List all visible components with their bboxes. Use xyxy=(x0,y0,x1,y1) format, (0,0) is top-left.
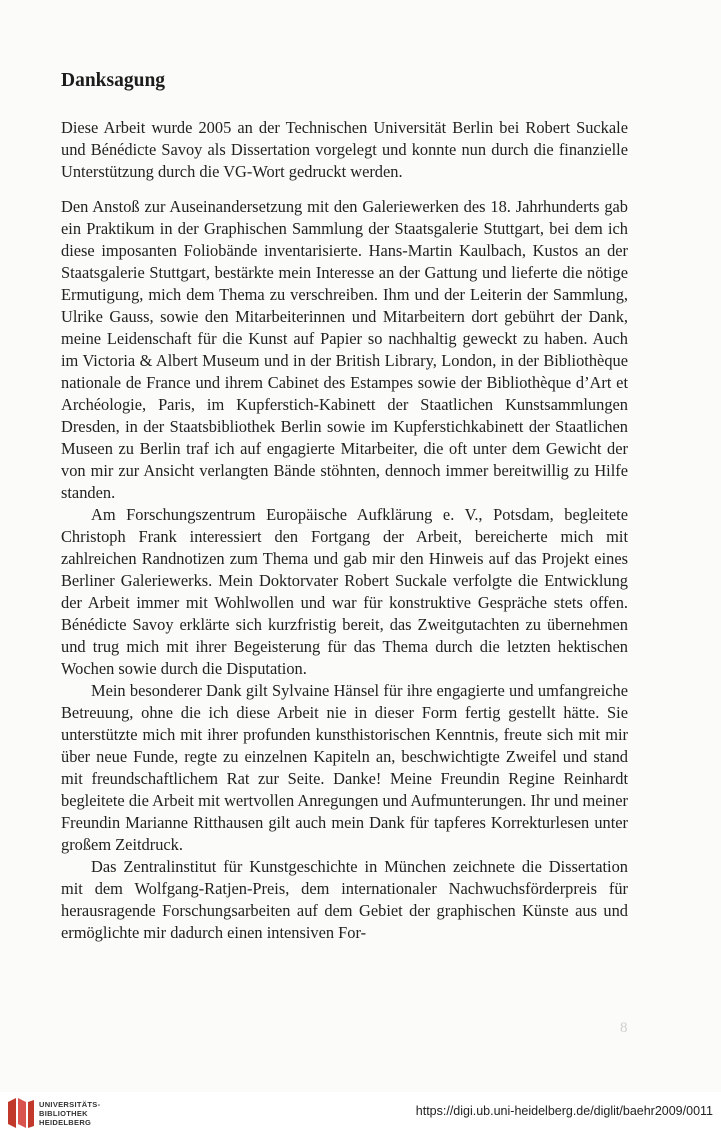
library-logo[interactable] xyxy=(8,1098,100,1128)
logo-line-3: HEIDELBERG xyxy=(39,1117,92,1127)
viewer-footer xyxy=(0,1092,721,1145)
page-title: Danksagung xyxy=(61,70,166,91)
paragraph-1: Diese Arbeit wurde 2005 an der Technischen Universität Berlin bei Robert Suckale und Bénédicte Savoy als Dissertation vorgelegt und konnte nun durch die finanzielle Unterstützung durch die VG-Wort gedruckt werden. xyxy=(61,118,628,181)
logo-line-1: UNIVERSITÄTS- xyxy=(39,1099,101,1109)
permalink-url[interactable]: https://digi.ub.uni-heidelberg.de/diglit/baehr2009/0011 xyxy=(415,1104,713,1118)
library-logo-text xyxy=(39,1100,100,1127)
logo-line-2: BIBLIOTHEK xyxy=(39,1108,88,1118)
paragraph-4: Mein besonderer Dank gilt Sylvaine Hänsel für ihre engagierte und umfangreiche Betreuung, ohne die ich diese Arbeit nie in dieser Form fertig gestellt hätte. Sie unterstützte mich mit ihrer profunden kunsthistorischen Kenntnis, freute sich mit mir über neue Funde, regte zu einzelnen Kapiteln an, beschwichtigte Zweifel und stand mit freundschaftlichem Rat zur Seite. Danke! Meine Freundin Regine Reinhardt begleitete die Arbeit mit wertvollen Anregungen und Aufmunterungen. Ihr und meiner Freundin Marianne Ritthausen gilt auch mein Dank für tapferes Korrekturlesen unter großem Zeitdruck. xyxy=(61,681,628,854)
paragraph-5: Das Zentralinstitut für Kunstgeschichte in München zeichnete die Dissertation mit dem Wolfgang-Ratjen-Preis, dem internationaler Nachwuchsförderpreis für herausragende Forschungsarbeiten auf dem Gebiet der graphischen Künste aus und ermöglichte mir dadurch einen intensiven For- xyxy=(61,857,628,942)
paragraph-3: Am Forschungszentrum Europäische Aufklärung e. V., Potsdam, begleitete Christoph Frank interessiert den Fortgang der Arbeit, bereicherte mich mit zahlreichen Randnotizen zum Thema und gab mir den Hinweis auf das Projekt eines Berliner Galeriewerks. Mein Doktorvater Robert Suckale verfolgte die Entwicklung der Arbeit immer mit Wohlwollen und war für konstruktive Gespräche stets offen. Bénédicte Savoy erklärte sich kurzfristig bereit, das Zweitgutachten zu übernehmen und trug mich mit ihrer Begeisterung für das Thema durch die letzten hektischen Wochen sowie durch die Disputation. xyxy=(61,505,628,678)
paragraph-2: Den Anstoß zur Auseinandersetzung mit den Galeriewerken des 18. Jahrhunderts gab ein Praktikum in der Graphischen Sammlung der Staatsgalerie Stuttgart, bei dem ich diese imposanten Foliobände inventarisierte. Hans-Martin Kaulbach, Kustos an der Staatsgalerie Stuttgart, bestärkte mein Interesse an der Gattung und lieferte die nötige Ermutigung, mich dem Thema zu verschreiben. Ihm und der Leiterin der Sammlung, Ulrike Gauss, sowie den Mitarbeiterinnen und Mitarbeitern dort gebührt der Dank, meine Leidenschaft für die Kunst auf Papier so nachhaltig geweckt zu haben. Auch im Victoria & Albert Museum und in der British Library, London, in der Bibliothèque nationale de France und ihrem Cabinet des Estampes sowie der Bibliothèque d’Art et Archéologie, Paris, im Kupferstich-Kabinett der Staatlichen Kunstsammlungen Dresden, in der Staatsbibliothek Berlin sowie im Kupferstichkabinett der Staatlichen Museen zu Berlin traf ich auf engagierte Mitarbeiter, die oft unter dem Gewicht der von mir zur Ansicht verlangten Bände stöhnten, dennoch immer bereitwillig zu Hilfe standen. xyxy=(61,197,628,502)
library-logo-icon xyxy=(8,1098,34,1128)
page-number: 8 xyxy=(620,1020,628,1036)
body-text xyxy=(61,117,628,944)
